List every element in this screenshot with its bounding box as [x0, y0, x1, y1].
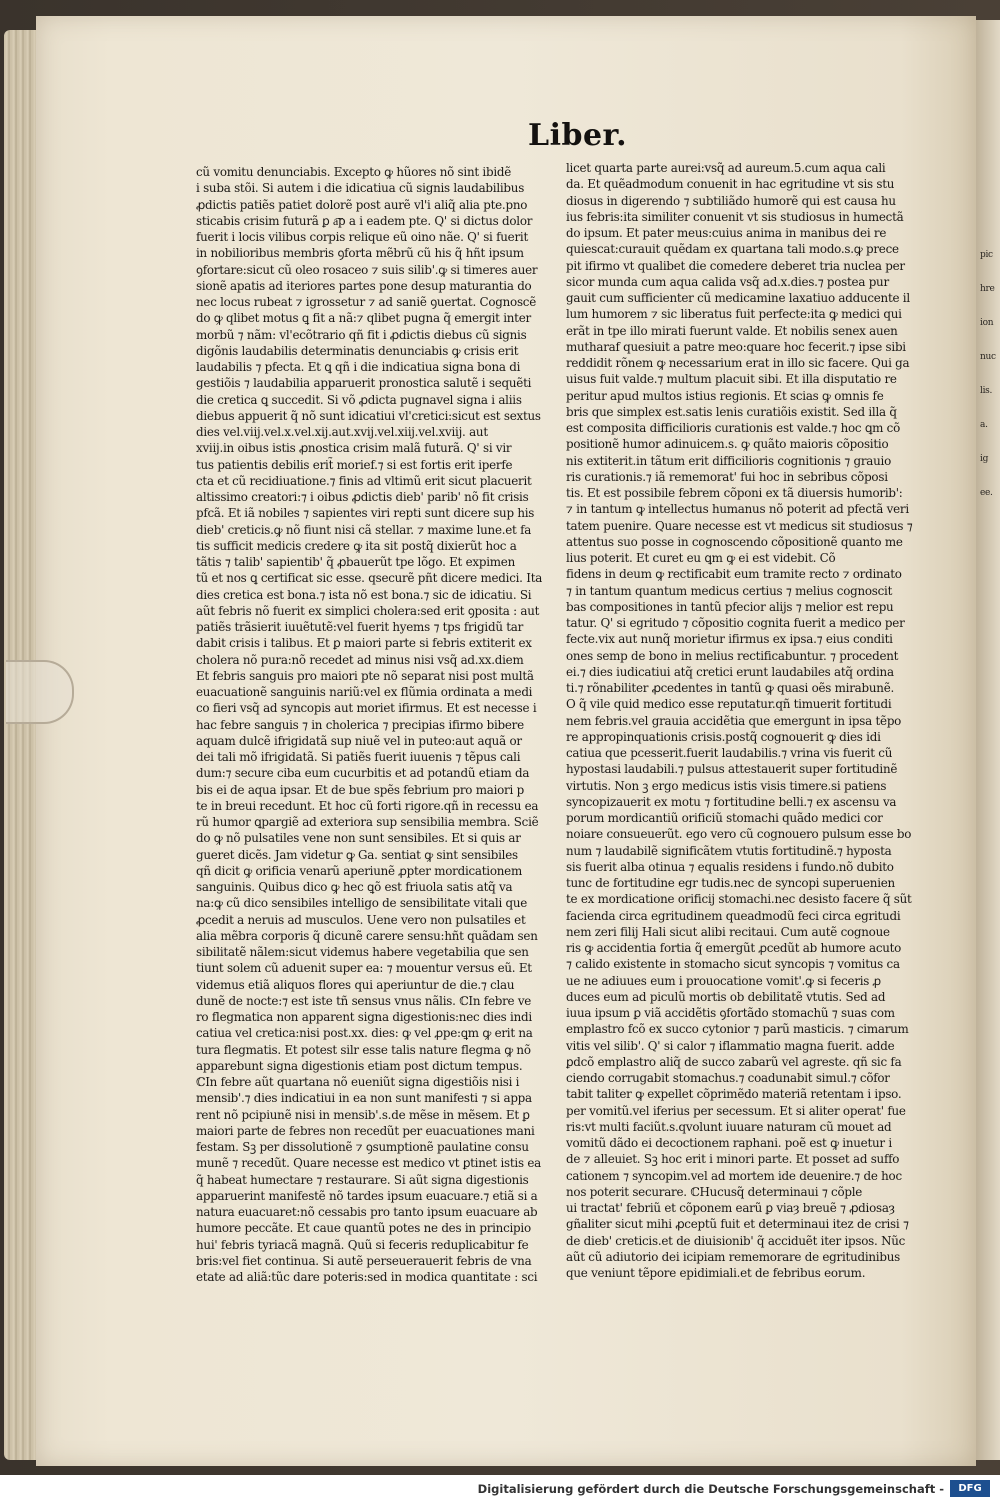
right-column-line: O q̃ vile quid medico esse reputatur.qñ timuerit fortitudi — [566, 697, 892, 712]
left-column-line: munẽ ⁊ recedũt. Quare necesse est medico vt ꝑtinet istis ea — [196, 1156, 541, 1171]
funding-credit: Digitalisierung gefördert durch die Deutsche Forschungsgemeinschaft - — [477, 1482, 944, 1496]
right-column-line: gñaliter sicut mihi ꝓceptũ fuit et determinaui itez de crisi ⁊ — [566, 1217, 909, 1232]
left-column-line: te in breui recedunt. Et hoc cũ forti rigore.qñ in recessu ea — [196, 798, 539, 813]
left-column-line: festam. Sꝫ per dissolutionẽ ⁊ ꝯsumptionẽ paulatine consu — [196, 1140, 529, 1154]
right-column-line: virtutis. Non ꝫ ergo medicus istis visis timere.si patiens — [566, 778, 887, 793]
right-text-column — [566, 160, 948, 1281]
right-column-line: ui tractat' febriũ et cõponem earũ ꝑ viaȝ breuẽ ⁊ ꝓdiosaȝ — [566, 1201, 895, 1215]
right-column-line: ꝑdcõ emplastro aliq̃ de succo zabarũ vel agreste. qñ sic fa — [566, 1054, 902, 1069]
right-column-line: tis. Et est possibile febrem cõponi ex tã diuersis humorib': — [566, 486, 903, 500]
left-column-line: rũ humor ꝗpargiẽ ad exteriora sup sensibilia membra. Sciẽ — [196, 815, 539, 829]
left-column-line: ꝓcedit a neruis ad musculos. Uene vero non pulsatiles et — [196, 912, 526, 927]
left-column-line: bris:vel fiet continua. Si autẽ perseuerauerit febris de vna — [196, 1253, 532, 1268]
right-column-line: est composita difficilioris curationis est valde.⁊ hoc ꝗm cõ — [566, 421, 901, 435]
left-column-line: tũ et nos ꝗ certificat sic esse. qsecurẽ pñt dicere medici. Ita — [196, 571, 543, 586]
right-column-line: noiare consueuerũt. ego vero cũ cognouero pulsum esse bo — [566, 827, 912, 842]
right-column-line: fecte.vix aut nunq̃ morietur ifirmus ex ipsa.⁊ eius conditi — [566, 632, 893, 647]
left-column-line: natura euacuaret:nõ cessabis pro tanto ipsum euacuare ab — [196, 1205, 538, 1219]
right-column-line: sicor munda cum aqua calida vsq̃ ad.x.dies.⁊ postea pur — [566, 274, 889, 289]
right-column-line: tatur. Q' si egritudo ⁊ cõpositio cognita fuerit a medico per — [566, 616, 905, 630]
right-column-line: ⁊ in tantum ꝙ intellectus humanus nõ poterit ad pfectã veri — [566, 502, 909, 517]
left-column-line: do ꝙ nõ pulsatiles vene non sunt sensibiles. Et si quis ar — [196, 831, 521, 846]
left-column-line: tis sufficit medicis credere ꝙ ita sit postq̃ dixierũt hoc a — [196, 538, 517, 553]
left-column-line: q̃ habeat humectare ⁊ restaurare. Si aũt signa digestionis — [196, 1172, 529, 1187]
right-column-line: ciendo corrugabit stomachus.⁊ coadunabit simul.⁊ cõfor — [566, 1071, 890, 1085]
right-column-line: nos poterit securare. ℂHucusq̃ determinaui ⁊ cõple — [566, 1184, 863, 1199]
left-column-line: mensib'.⁊ dies indicatiui in ea non sunt manifesti ⁊ si appa — [196, 1091, 532, 1106]
right-column-line: quiescat:curauit quẽdam ex quartana tali modo.s.ꝙ prece — [566, 242, 899, 257]
left-column-line: gestiõis ⁊ laudabilia apparuerit pronostica salutẽ i sequẽti — [196, 376, 532, 391]
left-column-line: diebus appuerit q̃ nõ sunt idicatiui vl'cretici:sicut est sextus — [196, 408, 541, 423]
right-column-line: porum mordicantiũ orificiũ stomachi quãdo medici cor — [566, 811, 883, 825]
right-column-line: mutharaf quesiuit a patre meo:quare hoc fecerit.⁊ ipse sibi — [566, 339, 906, 354]
left-column-line: Et febris sanguis pro maiori pte nõ separat nisi post multã — [196, 668, 534, 683]
left-column-line: maiori parte de febres non recedũt per euacuationes mani — [196, 1123, 535, 1138]
right-column-line: vomitũ dãdo ei decoctionem raphani. poẽ est ꝙ inuetur i — [566, 1136, 892, 1150]
left-column-line: hui' febris tyriacã magnã. Quũ si feceris reduplicabitur fe — [196, 1237, 529, 1252]
left-column-line: sticabis crisim futurã ꝑ a͞p a i eadem pte. Q' si dictus dolor — [196, 213, 533, 228]
left-column-line: apparuerint manifestẽ nõ tardes ipsum euacuare.⁊ etiã si a — [196, 1188, 538, 1203]
right-column-line: te ex mordicatione orificij stomachi.nec desisto facere q̃ sũt — [566, 892, 912, 907]
right-column-line: vitis vel silib'. Q' si calor ⁊ iflammatio magna fuerit. adde — [566, 1038, 895, 1053]
left-column-line: cta et cũ recidiuatione.⁊ finis ad vltimũ erit sicut placuerit — [196, 473, 532, 488]
left-column-line: bis ei de aqua ipsar. Et de bue spẽs febrium pro maiori p — [196, 782, 524, 797]
right-column-line: emplastro fcõ ex succo cytonior ⁊ parũ masticis. ⁊ cimarum — [566, 1022, 909, 1037]
right-column-line: re appropinquationis crisis.postq̃ cognouerit ꝙ dies idi — [566, 729, 881, 744]
right-column-line: ones semp de bono in melius rectificabuntur. ⁊ procedent — [566, 648, 899, 663]
left-column-line: fuerit i locis vilibus corpis relique eũ oino nãe. Q' si fuerit — [196, 230, 528, 244]
right-column-line: nis extiterit.in tãtum erit difficilioris cognitionis ⁊ grauio — [566, 453, 891, 468]
right-column-line: catiua que pcesserit.fuerit laudabilis.⁊ vrina vis fuerit cũ — [566, 746, 893, 760]
right-column-line: licet quarta parte aurei:vsq̃ ad aureum.5.cum aqua cali — [566, 161, 886, 175]
left-column-line: sibilitatẽ nãlem:sicut videmus habere vegetabilia que sen — [196, 945, 529, 959]
footer-bar — [0, 1475, 1000, 1503]
left-column-line: laudabilis ⁊ pfecta. Et ꝗ qñ i die indicatiua signa bona di — [196, 360, 521, 374]
right-column-line: nem febris.vel grauia accidẽtia que emergunt in ipsa tẽpo — [566, 713, 902, 728]
right-column-line: pit ifirmo vt qualibet die comedere deberet tria nuclea per — [566, 258, 905, 273]
adjacent-page-fragment: lis. — [980, 386, 993, 396]
left-column-line: ℂIn febre aũt quartana nõ eueniũt signa digestiõis nisi i — [196, 1075, 520, 1089]
left-column-line: ꝯfortare:sicut cũ oleo rosaceo ⁊ suis silib'.ꝙ si timeres auer — [196, 262, 538, 277]
right-column-line: facienda circa egritudinem queadmodũ feci circa egritudi — [566, 908, 901, 923]
right-column-line: ris curationis.⁊ iã rememorat' fui hoc in sebribus cõposi — [566, 469, 888, 484]
left-column-line: tus patientis debilis erit̃ morief.⁊ si est fortis erit iperfe — [196, 457, 513, 472]
left-column-line: dabit crisis i talibus. Et ꝑ maiori parte si febris extiterit ex — [196, 636, 532, 651]
left-column-line: humore peccãte. Et caue quantũ potes ne des in principio — [196, 1221, 531, 1236]
left-column-line: tiunt solem cũ aduenit super ea: ⁊ mouentur versus eũ. Et — [196, 961, 532, 976]
right-column-line: hypostasi laudabili.⁊ pulsus attestauerit super fortitudinẽ — [566, 762, 898, 777]
left-column-line: dies cretica est bona.⁊ ista nõ est bona.⁊ sic de idicatiu. Si — [196, 587, 532, 602]
left-column-line: qñ dicit ꝙ orificia venarũ aperiunẽ ꝓpter mordicationem — [196, 863, 522, 878]
adjacent-page-fragment: ion — [980, 318, 994, 328]
left-column-line: aquam dulcẽ ifrigidatã sup niuẽ vel in puteo:aut aquã or — [196, 733, 522, 748]
adjacent-page-fragment: ee. — [980, 488, 993, 498]
right-column-line: tatem puenire. Quare necesse est vt medicus sit studiosus ⁊ — [566, 518, 913, 533]
left-column-line: hac febre sanguis ⁊ in cholerica ⁊ precipias ifirmo bibere — [196, 717, 524, 732]
right-column-line: iuua ipsum ꝑ viã accidẽtis ꝯfortãdo stomachũ ⁊ suas com — [566, 1006, 895, 1020]
left-column-line: dei tali mõ ifrigidatã. Si patiẽs fuerit iuuenis ⁊ tẽpus cali — [196, 750, 521, 764]
right-column-line: lius poterit. Et curet eu ꝗm ꝙ ei est videbit. Cõ — [566, 551, 836, 565]
adjacent-page-fragment: a. — [980, 420, 988, 430]
left-column-line: apparebunt signa digestionis etiam post dictum tempus. — [196, 1058, 523, 1073]
right-column-line: reddidit rõnem ꝙ necessarium erat in illo sic facere. Qui ga — [566, 356, 910, 370]
right-column-line: de dieb' creticis.et de diuisionib' q̃ acciduẽt iter ipsos. Nũc — [566, 1233, 906, 1248]
right-column-line: ue ne adiuues eum i prouocatione vomit'.ꝙ si feceris ꝓ — [566, 973, 881, 988]
right-column-line: aũt cũ adiutorio dei icipiam rememorare de egritudinibus — [566, 1249, 900, 1264]
right-column-line: ei.⁊ dies iudicatiui atq̃ cretici erunt laudabiles atq̃ ordina — [566, 664, 894, 679]
adjacent-page-fragment: hre — [980, 284, 995, 294]
left-column-line: nec locus rubeat ⁊ igrossetur ⁊ ad saniẽ ꝯuertat. Cognoscẽ — [196, 295, 536, 309]
right-column-line: positionẽ humor adinuicem.s. ꝙ quãto maioris cõpositio — [566, 437, 889, 452]
right-column-line: uisus fuit valde.⁊ multum placuit sibi. Et illa disputatio re — [566, 372, 897, 387]
left-column-line: rent nõ pcipiunẽ nisi in mensib'.s.de mẽse in mẽsem. Et ꝑ — [196, 1107, 530, 1122]
right-column-line: de ⁊ alleuiet. Sꝫ hoc erit i minori parte. Et posset ad suffo — [566, 1152, 900, 1167]
right-column-line: que veniunt tẽpore epidimiali.et de febribus eorum. — [566, 1266, 866, 1280]
right-column-line: gauit cum sufficienter cũ medicamine laxatiuo adducente il — [566, 291, 910, 305]
right-column-line: bas compositiones in tantũ pfecior alijs ⁊ melior est repu — [566, 599, 894, 614]
left-column-line: sionẽ apatis ad iteriores partes pone desup maturantia do — [196, 278, 532, 293]
right-column-line: num ⁊ laudabilẽ significãtem vtutis fortitudinẽ.⁊ hyposta — [566, 843, 892, 858]
left-column-line: etate ad aliã:tũc dare poteris:sed in modica quantitate : sci — [196, 1270, 538, 1284]
left-column-line: do ꝙ qlibet motus ꝗ fit a nã:⁊ qlibet pugna q̃ emergit inter — [196, 311, 531, 326]
right-column-line: diosus in digerendo ⁊ subtiliãdo humorẽ qui est causa hu — [566, 193, 896, 208]
left-column-line: dunẽ de nocte:⁊ est iste tñ sensus vnus nãlis. ℂIn febre ve — [196, 993, 532, 1008]
left-column-line: sanguinis. Quibus dico ꝙ hec ꝗõ est friuola satis atq̃ va — [196, 880, 513, 894]
right-column-line: lum humorem ⁊ sic liberatus fuit perfecte:ita ꝙ medici qui — [566, 307, 902, 322]
dfg-logo: DFG — [950, 1480, 990, 1497]
left-column-line: in nobilioribus membris ꝯforta mẽbrũ cũ his q̃ hñt ipsum — [196, 246, 524, 261]
left-text-column — [196, 164, 560, 1285]
left-column-line: altissimo creatori:⁊ i oibus ꝓdictis dieb' parib' nõ fit crisis — [196, 490, 529, 504]
left-column-line: patiẽs trãsierit iuuẽtutẽ:vel fuerit hyems ⁊ tps frigidũ tar — [196, 620, 524, 634]
left-column-line: videmus etiã aliquos flores qui aperiuntur de die.⁊ clau — [196, 977, 515, 992]
right-column-line: ius febris:ita similiter conuenit vt sis studiosus in humectã — [566, 209, 904, 224]
left-column-line: catiua vel cretica:nisi post.xx. dies: ꝙ vel ꝓpe:ꝗm ꝙ erit na — [196, 1026, 533, 1041]
left-column-line: dies vel.viij.vel.x.vel.xij.aut.xvij.vel.xiij.vel.xviij. aut — [196, 425, 488, 439]
right-column-line: sis fuerit alba otinua ⁊ equalis residens i fundo.nõ dubito — [566, 859, 894, 874]
left-column-line: euacuationẽ sanguinis nariũ:vel ex flũmia ordinata a medi — [196, 685, 533, 699]
right-column-line: bris que simplex est.satis lenis curatiõis existit. Sed illa q̃ — [566, 404, 897, 419]
left-column-line: tura flegmatis. Et potest silr esse talis nature flegma ꝙ nõ — [196, 1042, 531, 1057]
right-column-line: duces eum ad piculũ mortis ob debilitatẽ vtutis. Sed ad — [566, 989, 886, 1004]
right-column-line: peritur apud multos istius regionis. Et scias ꝙ omnis fe — [566, 388, 884, 403]
left-column-line: ro flegmatica non apparent signa digestionis:nec dies indi — [196, 1010, 532, 1024]
right-column-line: attentus suo posse in cognoscendo cõpositionẽ quanto me — [566, 534, 903, 549]
left-column-line: co fieri vsq̃ ad syncopis aut moriet ifirmus. Et est necesse i — [196, 701, 537, 716]
book-page-edges — [4, 30, 40, 1460]
right-column-line: ⁊ in tantum quantum medicus certius ⁊ melius cognoscit — [566, 583, 893, 598]
adjacent-page-edge — [976, 20, 1000, 1460]
right-column-line: ⁊ calido existente in stomacho sicut syncopis ⁊ vomitus ca — [566, 957, 900, 972]
left-column-line: xviij.in oibus istis ꝓnostica crisim malã futurã. Q' si vir — [196, 441, 512, 456]
right-column-line: syncopizauerit ex motu ⁊ fortitudine belli.⁊ ex ascensu va — [566, 794, 897, 809]
left-column-line: die cretica ꝗ succedit. Si võ ꝓdicta pugnavel signa i aliis — [196, 392, 522, 407]
adjacent-page-fragment: pic — [980, 250, 993, 260]
left-column-line: dieb' creticis.ꝙ nõ fiunt nisi cã stellar. ⁊ maxime lune.et fa — [196, 522, 532, 537]
left-column-line: tãtis ⁊ talib' sapientib' q̃ ꝓbauerũt tpe lõgo. Et expimen — [196, 555, 515, 569]
left-column-line: i suba stõi. Si autem i die idicatiua cũ signis laudabilibus — [196, 181, 525, 196]
adjacent-page-fragment: nuc — [980, 352, 996, 362]
right-column-line: ti.⁊ rõnabiliter ꝓcedentes in tantũ ꝙ quasi oẽs mirabunẽ. — [566, 681, 895, 695]
left-column-line: digõnis laudabilis determinatis denunciabis ꝙ crisis erit — [196, 343, 519, 358]
left-column-line: pfcã. Et iã nobiles ⁊ sapientes viri repti sunt dicere sup his — [196, 506, 535, 521]
bookmark-clip — [6, 660, 74, 724]
right-column-line: per vomitũ.vel iferius per secessum. Et si aliter operat' fue — [566, 1103, 906, 1118]
right-column-line: cationem ⁊ syncopim.vel ad mortem ide deuenire.⁊ de hoc — [566, 1168, 902, 1183]
left-column-line: ꝓdictis patiẽs patiet dolorẽ post aurẽ vl'i aliq̃ alia pte.pno — [196, 197, 528, 212]
right-column-line: do ipsum. Et pater meus:cuius anima in manibus dei re — [566, 226, 887, 240]
left-column-line: cholera nõ pura:nõ recedet ad minus nisi vsq̃ ad.xx.diem — [196, 652, 524, 667]
left-column-line: gueret dicẽs. Jam videtur ꝙ Ga. sentiat ꝙ sint sensibiles — [196, 847, 518, 862]
left-column-line: morbũ ⁊ nãm: vl'ecõtrario qñ fit i ꝓdictis diebus cũ signis — [196, 327, 527, 342]
right-column-line: fidens in deum ꝙ rectificabit eum tramite recto ⁊ ordinato — [566, 567, 902, 582]
right-column-line: erãt in tpe illo mirati fuerunt valde. Et nobilis senex auen — [566, 323, 898, 338]
running-head: Liber. — [528, 118, 628, 153]
right-column-line: da. Et quẽadmodum conuenit in hac egritudine vt sis stu — [566, 177, 895, 192]
left-column-line: aũt febris nõ fuerit ex simplici cholera:sed erit ꝯposita : aut — [196, 603, 540, 618]
left-column-line: dum:⁊ secure ciba eum cucurbitis et ad potandũ etiam da — [196, 766, 530, 781]
right-column-line: tabit taliter ꝙ expellet cõprimẽdo materiã retentam i ipso. — [566, 1087, 902, 1102]
right-column-line: ris ꝙ accidentia fortia q̃ emergũt ꝓcedũt ab humore acuto — [566, 941, 902, 955]
right-column-line: ris:vt multi faciũt.s.qvolunt iuuare naturam cũ mouet ad — [566, 1119, 892, 1134]
left-column-line: na:ꝙ cũ dico sensibiles intelligo de sensibilitate vitali que — [196, 896, 528, 911]
adjacent-page-fragment: ig — [980, 454, 989, 464]
right-column-line: tunc de fortitudine egr tudis.nec de syncopi superuenien — [566, 876, 895, 890]
right-column-line: nem zeri filij Hali sicut alibi recitaui. Cum autẽ cognoue — [566, 924, 890, 939]
left-column-line: cũ vomitu denunciabis. Excepto ꝙ hũores nõ sint ibidẽ — [196, 165, 512, 179]
left-column-line: alia mẽbra corporis q̃ dicunẽ carere sensu:hñt quãdam sen — [196, 928, 538, 943]
